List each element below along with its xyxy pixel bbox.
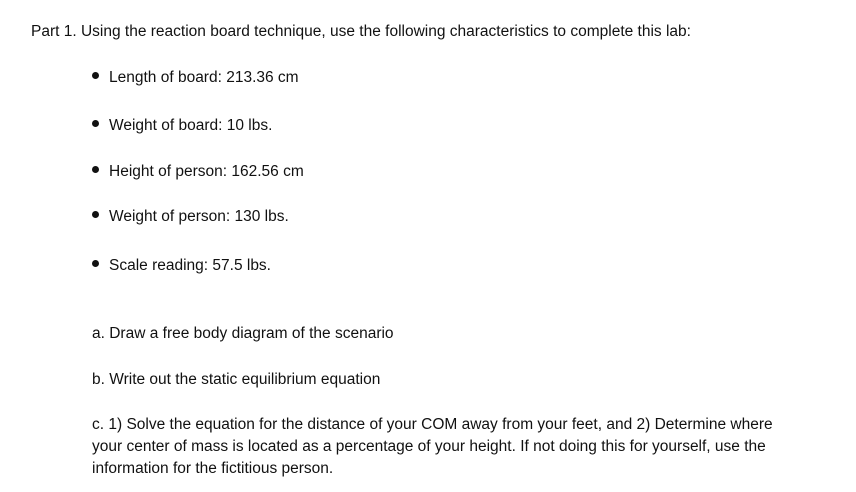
question-a: a. Draw a free body diagram of the scenario bbox=[92, 325, 394, 342]
characteristic-item bbox=[92, 256, 271, 276]
characteristic-item bbox=[92, 162, 304, 182]
bullet-icon bbox=[92, 166, 99, 173]
characteristic-text: Weight of board: 10 lbs. bbox=[109, 117, 273, 134]
part-heading: Part 1. Using the reaction board technique, use the following characteristics to complete this lab: bbox=[31, 23, 691, 40]
characteristic-item bbox=[92, 68, 299, 88]
bullet-icon bbox=[92, 211, 99, 218]
bullet-icon bbox=[92, 260, 99, 267]
characteristic-item bbox=[92, 116, 272, 136]
characteristic-text: Length of board: 213.36 cm bbox=[109, 69, 299, 86]
bullet-icon bbox=[92, 120, 99, 127]
bullet-icon bbox=[92, 72, 99, 79]
characteristic-text: Weight of person: 130 lbs. bbox=[109, 208, 289, 225]
question-b: b. Write out the static equilibrium equation bbox=[92, 371, 381, 388]
characteristic-text: Height of person: 162.56 cm bbox=[109, 163, 304, 180]
characteristic-text: Scale reading: 57.5 lbs. bbox=[109, 257, 271, 274]
characteristic-item bbox=[92, 207, 289, 227]
question-c: c. 1) Solve the equation for the distance of your COM away from your feet, and 2) Determine where your center of mass is located as a percentage of your height. If not doing this for yourself, use the information for the fictitious person. bbox=[92, 416, 773, 477]
